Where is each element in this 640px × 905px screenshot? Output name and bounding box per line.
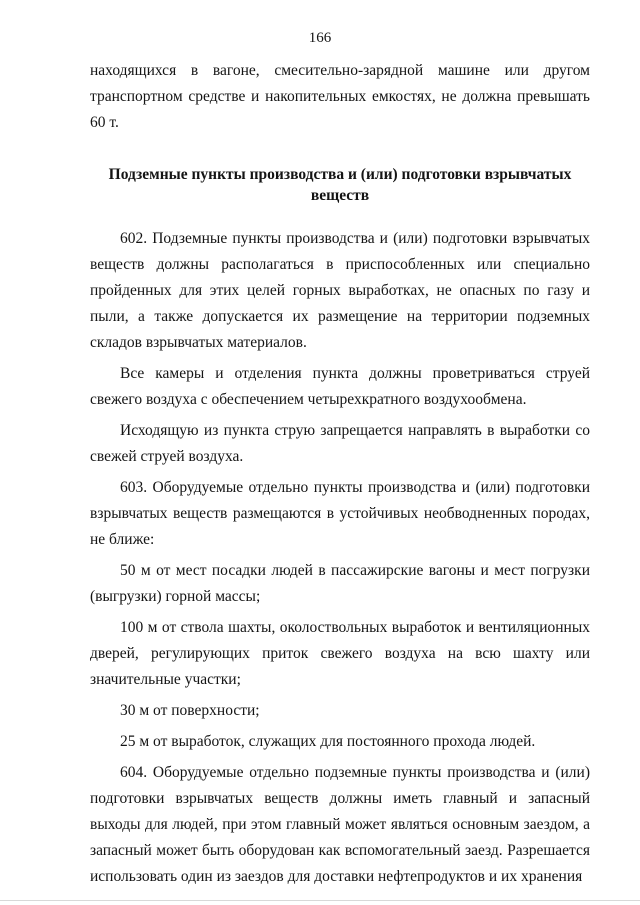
paragraph-ventilation: Все камеры и отделения пункта должны проветриваться струей свежего воздуха с обеспечением четырехкратного воздухообмена. — [90, 365, 590, 408]
document-body — [90, 58, 590, 895]
list-item-50m: 50 м от мест посадки людей в пассажирские вагоны и мест погрузки (выгрузки) горной массы; — [90, 562, 590, 605]
paragraph-603: 603. Оборудуемые отдельно пункты производства и (или) подготовки взрывчатых веществ размещаются в устойчивых необводненных породах, не ближе: — [90, 479, 590, 548]
page-number: 166 — [308, 30, 332, 46]
paragraph-outgoing-air: Исходящую из пункта струю запрещается направлять в выработки со свежей струей воздуха. — [90, 422, 590, 465]
paragraph-602: 602. Подземные пункты производства и (или) подготовки взрывчатых веществ должны располагаться в приспособленных или специально пройденных для этих целей горных выработках, не опасных по газу и пыли, а также допускается их размещение на территории подземных складов взрывчатых материалов. — [90, 230, 590, 351]
list-item-100m: 100 м от ствола шахты, околоствольных выработок и вентиляционных дверей, регулирующих приток свежего воздуха на всю шахту или значительные участки; — [90, 619, 590, 688]
section-heading: Подземные пункты производства и (или) подготовки взрывчатых веществ — [108, 166, 572, 204]
paragraph-604: 604. Оборудуемые отдельно подземные пункты производства и (или) подготовки взрывчатых веществ должны иметь главный и запасный выходы для людей, при этом главный может являться основным заездом, а запасный может быть оборудован как вспомогательный заезд. Разрешается использовать один из заездов для доставки нефтепродуктов и их хранения — [90, 764, 590, 885]
scan-edge-divider — [0, 900, 640, 901]
paragraph-continuation: находящихся в вагоне, смесительно-зарядной машине или другом транспортном средстве и накопительных емкостях, не должна превышать 60 т. — [90, 62, 590, 131]
list-item-30m: 30 м от поверхности; — [120, 702, 260, 719]
list-item-25m: 25 м от выработок, служащих для постоянного прохода людей. — [120, 733, 536, 750]
